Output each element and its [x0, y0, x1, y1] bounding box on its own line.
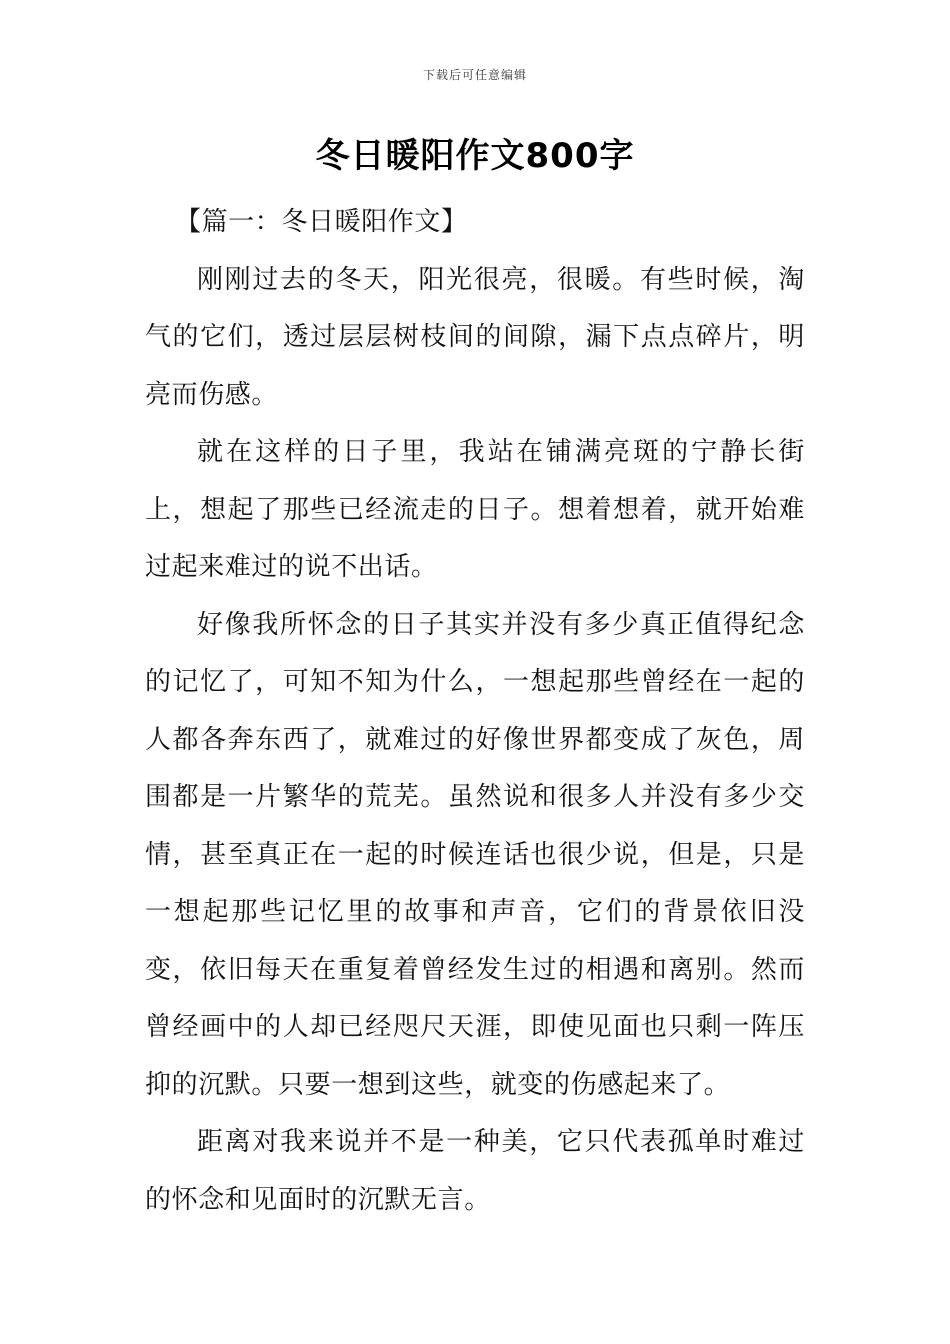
article-body [145, 194, 805, 1229]
section-heading: 【篇一：冬日暖阳作文】 [175, 207, 468, 237]
paragraph-3: 好像我所怀念的日子其实并没有多少真正值得纪念的记忆了，可知不知为什么，一想起那些曾经在一起的人都各奔东西了，就难过的好像世界都变成了灰色，周围都是一片繁华的荒芜。虽然说和很多人并没有多少交情，甚至真正在一起的时候连话也很少说，但是，只是一想起那些记忆里的故事和声音，它们的背景依旧没变，依旧每天在重复着曾经发生过的相遇和离别。然而曾经画中的人却已经咫尺天涯，即使见面也只剩一阵压抑的沉默。只要一想到这些，就变的伤感起来了。 [145, 609, 805, 1100]
paragraph-4: 距离对我来说并不是一种美，它只代表孤单时难过的怀念和见面时的沉默无言。 [145, 1127, 805, 1215]
header-note: 下载后可任意编辑 [422, 68, 527, 82]
paragraph-2: 就在这样的日子里，我站在铺满亮斑的宁静长街上，想起了那些已经流走的日子。想着想着，就开始难过起来难过的说不出话。 [145, 437, 805, 582]
page-title: 冬日暖阳作文800字 [315, 136, 635, 176]
paragraph-1: 刚刚过去的冬天，阳光很亮，很暖。有些时候，淘气的它们，透过层层树枝间的间隙，漏下点点碎片，明亮而伤感。 [145, 264, 805, 410]
